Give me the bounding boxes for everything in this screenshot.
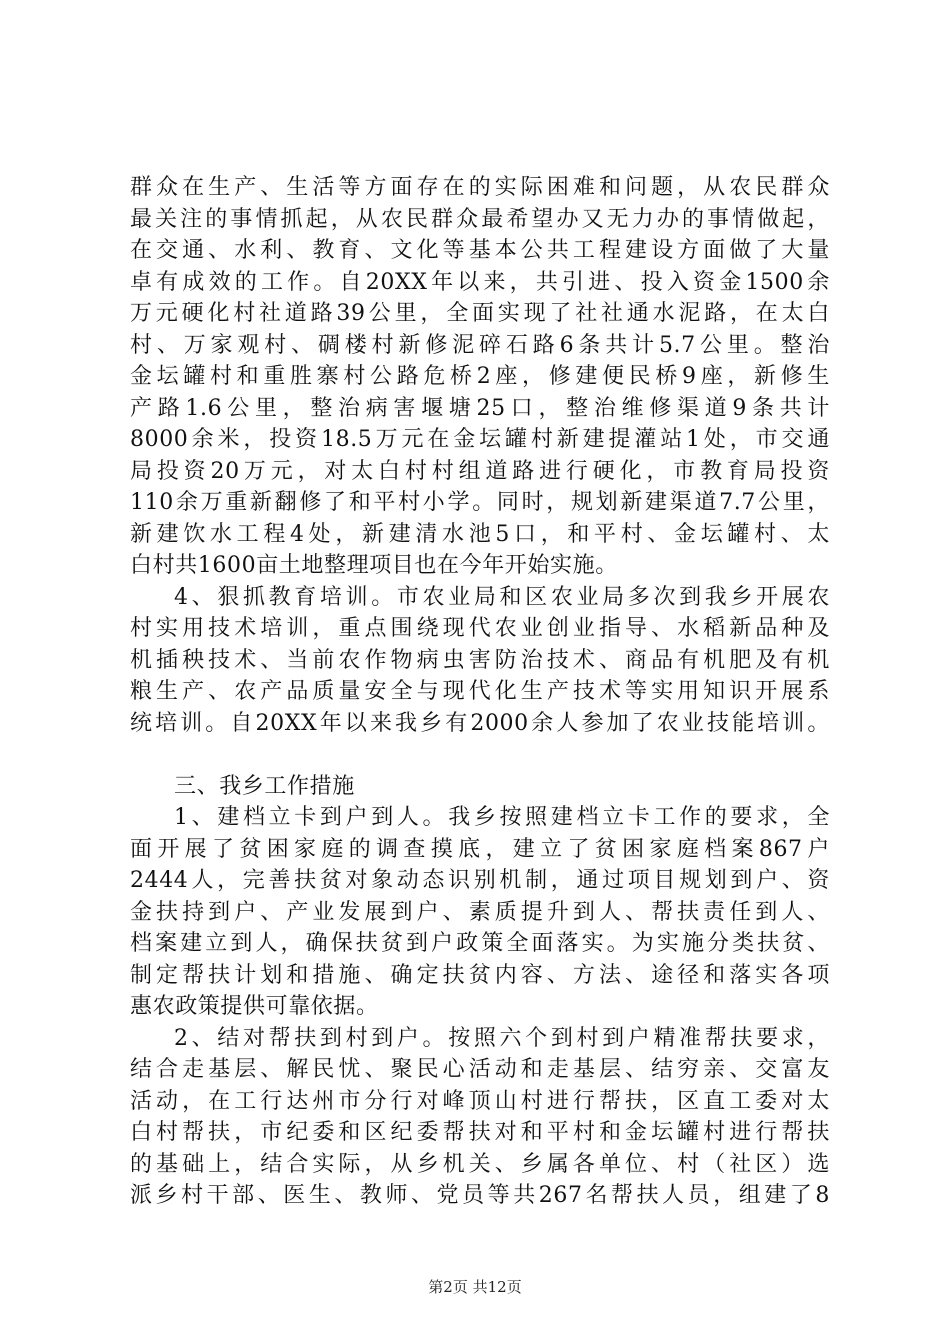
text-line: 局投资20万元，对太白村村组道路进行硬化，市教育局投资: [130, 458, 830, 484]
document-body: [130, 172, 830, 1212]
text-line: 统培训。自20XX年以来我乡有2000余人参加了农业技能培训。: [130, 710, 830, 736]
text-line: 白村帮扶，市纪委和区纪委帮扶对和平村和金坛罐村进行帮扶: [130, 1120, 830, 1145]
text-line: 群众在生产、生活等方面存在的实际困难和问题，从农民群众: [130, 175, 830, 200]
text-line: 万元硬化村社道路39公里，全面实现了社社通水泥路，在太白: [130, 301, 830, 326]
text-line: 卓有成效的工作。自20XX年以来，共引进、投入资金1500余: [130, 269, 830, 295]
text-line: 制定帮扶计划和措施、确定扶贫内容、方法、途径和落实各项: [130, 962, 830, 988]
text-line: 产路1.6公里，整治病害堰塘25口，整治维修渠道9条共计: [130, 395, 830, 421]
text-line: 1、建档立卡到户到人。我乡按照建档立卡工作的要求，全: [174, 805, 830, 830]
blank-line: [130, 739, 830, 771]
text-line: 派乡村干部、医生、教师、党员等共267名帮扶人员，组建了8: [130, 1183, 830, 1208]
text-line: 2、结对帮扶到村到户。按照六个到村到户精准帮扶要求，: [174, 1025, 830, 1051]
text-line: 活动，在工行达州市分行对峰顶山村进行帮扶，区直工委对太: [130, 1088, 830, 1114]
text-line: 2444人，完善扶贫对象动态识别机制，通过项目规划到户、资: [130, 868, 830, 893]
text-line: 金坛罐村和重胜寨村公路危桥2座，修建便民桥9座，新修生: [130, 364, 830, 389]
text-line: 惠农政策提供可靠依据。: [130, 994, 379, 1019]
text-line: 白村共1600亩土地整理项目也在今年开始实施。: [130, 553, 618, 578]
text-line: 110余万重新翻修了和平村小学。同时，规划新建渠道7.7公里，: [130, 490, 830, 515]
text-line: 最关注的事情抓起，从农民群众最希望办又无力办的事情做起，: [130, 206, 830, 232]
text-line: 的基础上，结合实际，从乡机关、乡属各单位、村（社区）选: [130, 1151, 830, 1177]
text-line: 村实用技术培训，重点围绕现代农业创业指导、水稻新品种及: [130, 616, 830, 641]
text-line: 4、狠抓教育培训。市农业局和区农业局多次到我乡开展农: [174, 584, 830, 610]
text-line: 机插秧技术、当前农作物病虫害防治技术、商品有机肥及有机: [130, 647, 830, 673]
text-line: 粮生产、农产品质量安全与现代化生产技术等实用知识开展系: [130, 679, 830, 704]
text-line: 三、我乡工作措施: [174, 773, 355, 799]
text-line: 档案建立到人，确保扶贫到户政策全面落实。为实施分类扶贫、: [130, 931, 830, 956]
text-line: 面开展了贫困家庭的调查摸底，建立了贫困家庭档案867户: [130, 836, 830, 862]
text-line: 8000余米，投资18.5万元在金坛罐村新建提灌站1处，市交通: [130, 427, 830, 452]
text-line: 村、万家观村、碉楼村新修泥碎石路6条共计5.7公里。整治: [130, 332, 830, 358]
text-line: 在交通、水利、教育、文化等基本公共工程建设方面做了大量: [130, 238, 830, 263]
page-footer: 第2页 共12页: [428, 1278, 522, 1296]
text-line: 金扶持到户、产业发展到户、素质提升到人、帮扶责任到人、: [130, 899, 830, 925]
text-line: 结合走基层、解民忧、聚民心活动和走基层、结穷亲、交富友: [130, 1057, 830, 1082]
text-line: 新建饮水工程4处，新建清水池5口，和平村、金坛罐村、太: [130, 521, 830, 547]
